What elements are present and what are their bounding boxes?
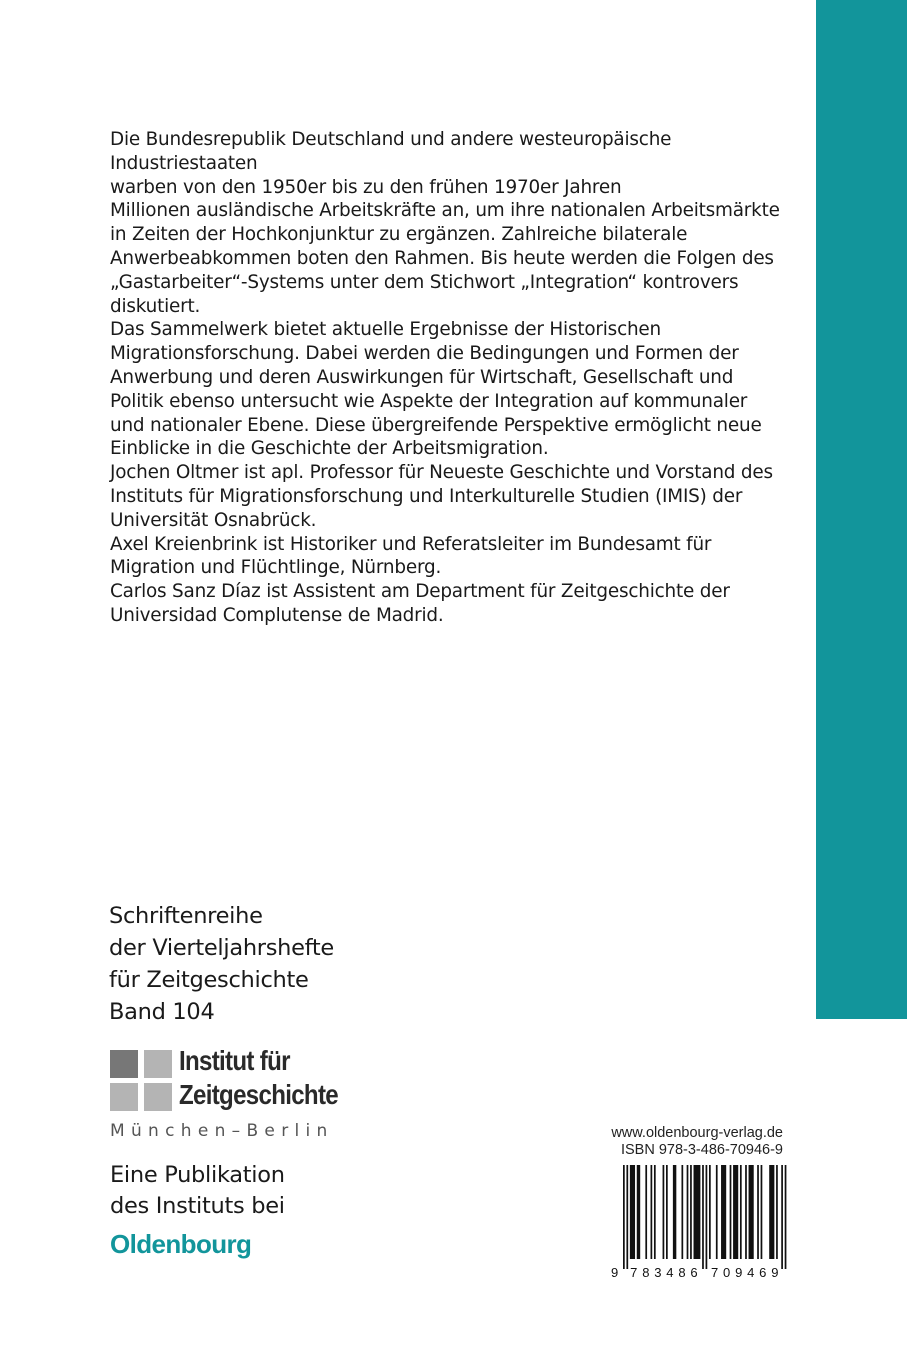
- barcode-bar: [785, 1165, 787, 1269]
- logo-city: München–Berlin: [110, 1121, 334, 1141]
- barcode-digit: 6: [759, 1265, 767, 1280]
- barcode-bar: [740, 1165, 742, 1259]
- barcode-digit: 9: [771, 1265, 779, 1280]
- logo-square-icon: [110, 1050, 138, 1078]
- barcode-bar: [749, 1165, 754, 1259]
- barcode-bar: [645, 1165, 647, 1259]
- blurb-line: Jochen Oltmer ist apl. Professor für Neueste Geschichte und Vorstand des: [110, 462, 773, 484]
- blurb-line: Axel Kreienbrink ist Historiker und Referatsleiter im Bundesamt für: [110, 533, 712, 555]
- barcode-digit: 7: [630, 1265, 638, 1280]
- blurb-line: diskutiert.: [110, 295, 201, 317]
- publisher-url: www.oldenbourg-verlag.de: [611, 1125, 783, 1141]
- barcode-bar: [769, 1165, 774, 1259]
- logo-square-icon: [144, 1050, 172, 1078]
- logo-square-icon: [110, 1083, 138, 1111]
- barcode-bar: [651, 1165, 653, 1259]
- logo-name-line2: Zeitgeschichte: [179, 1079, 338, 1110]
- barcode-bar: [706, 1165, 708, 1269]
- blurb-line: Das Sammelwerk bietet aktuelle Ergebnisse der Historischen: [110, 319, 662, 341]
- barcode-bar: [745, 1165, 747, 1259]
- publication-line: Eine Publikation: [110, 1162, 285, 1188]
- barcode-bar: [761, 1165, 763, 1259]
- barcode-bar: [630, 1165, 635, 1259]
- series-line: für Zeitgeschichte: [109, 967, 309, 993]
- blurb-line: Einblicke in die Geschichte der Arbeitsmigration.: [110, 438, 549, 460]
- barcode-bar: [637, 1165, 640, 1259]
- barcode-bar: [716, 1165, 718, 1259]
- barcode-bar: [694, 1165, 701, 1259]
- barcode-bar: [709, 1165, 711, 1259]
- barcode-bar: [654, 1165, 656, 1259]
- barcode-digit: 8: [642, 1265, 650, 1280]
- barcode-bar: [626, 1165, 628, 1269]
- barcode-bar: [781, 1165, 783, 1269]
- barcode-digit: 4: [666, 1265, 674, 1280]
- blurb-line: Millionen ausländische Arbeitskräfte an, um ihre nationalen Arbeitsmärkte: [110, 200, 780, 222]
- series-info: [109, 900, 334, 1028]
- barcode-bars: [623, 1165, 786, 1269]
- series-line: Schriftenreihe: [109, 903, 263, 929]
- barcode-bar: [702, 1165, 704, 1269]
- barcode-bar: [690, 1165, 692, 1259]
- logo-square-icon: [144, 1083, 172, 1111]
- barcode-digit: 9: [735, 1265, 743, 1280]
- barcode-bar: [663, 1165, 665, 1259]
- barcode-bar: [687, 1165, 689, 1259]
- barcode-bar: [721, 1165, 726, 1259]
- barcode-bar: [733, 1165, 738, 1259]
- series-volume: Band 104: [109, 999, 215, 1025]
- barcode-bar: [681, 1165, 683, 1259]
- blurb-line: Politik ebenso untersucht wie Aspekte der Integration auf kommunaler: [110, 390, 748, 412]
- barcode-digit: 7: [711, 1265, 719, 1280]
- barcode-bar: [673, 1165, 676, 1259]
- barcode-digit: 4: [747, 1265, 755, 1280]
- barcode-bar: [730, 1165, 732, 1259]
- publisher-name: Oldenbourg: [110, 1229, 252, 1259]
- barcode-digit: 6: [690, 1265, 698, 1280]
- institute-logo: [110, 1045, 370, 1148]
- publication-line: des Instituts bei: [110, 1193, 285, 1219]
- blurb-line: Instituts für Migrationsforschung und Interkulturelle Studien (IMIS) der: [110, 485, 743, 507]
- blurb-line: „Gastarbeiter“-Systems unter dem Stichwort „Integration“ kontrovers: [110, 271, 739, 293]
- barcode-digits: [611, 1265, 778, 1280]
- blurb-line: in Zeiten der Hochkonjunktur zu ergänzen. Zahlreiche bilaterale: [110, 224, 688, 246]
- back-cover-blurb: [110, 128, 800, 628]
- blurb-line: Migrationsforschung. Dabei werden die Bedingungen und Formen der: [110, 343, 739, 365]
- blurb-line: Migration und Flüchtlinge, Nürnberg.: [110, 557, 442, 579]
- barcode-digit: 8: [678, 1265, 686, 1280]
- blurb-line: Industriestaaten: [110, 152, 258, 174]
- teal-side-band: [816, 0, 907, 1019]
- barcode-bar: [666, 1165, 668, 1259]
- blurb-line: und nationaler Ebene. Diese übergreifende Perspektive ermöglicht neue: [110, 414, 762, 436]
- blurb-line: Universidad Complutense de Madrid.: [110, 604, 444, 626]
- barcode-bar: [757, 1165, 759, 1259]
- blurb-line: warben von den 1950er bis zu den frühen 1970er Jahren: [110, 176, 622, 198]
- isbn: ISBN 978-3-486-70946-9: [620, 1142, 783, 1158]
- blurb-line: Universität Osnabrück.: [110, 509, 317, 531]
- imprint: [560, 1125, 783, 1159]
- series-line: der Vierteljahrshefte: [109, 935, 334, 961]
- barcode-digit: 3: [654, 1265, 662, 1280]
- isbn-barcode: [609, 1163, 789, 1281]
- blurb-line: Die Bundesrepublik Deutschland und andere westeuropäische: [110, 129, 672, 150]
- barcode-digit: 0: [723, 1265, 731, 1280]
- barcode-bar: [776, 1165, 778, 1259]
- blurb-line: Carlos Sanz Díaz ist Assistent am Department für Zeitgeschichte der: [110, 581, 730, 603]
- barcode-digit: 9: [611, 1265, 619, 1280]
- blurb-line: Anwerbeabkommen boten den Rahmen. Bis heute werden die Folgen des: [110, 247, 774, 269]
- blurb-line: Anwerbung und deren Auswirkungen für Wirtschaft, Gesellschaft und: [110, 366, 734, 388]
- barcode-bar: [623, 1165, 625, 1269]
- logo-name-line1: Institut für: [179, 1045, 290, 1076]
- publication-note: [110, 1160, 285, 1222]
